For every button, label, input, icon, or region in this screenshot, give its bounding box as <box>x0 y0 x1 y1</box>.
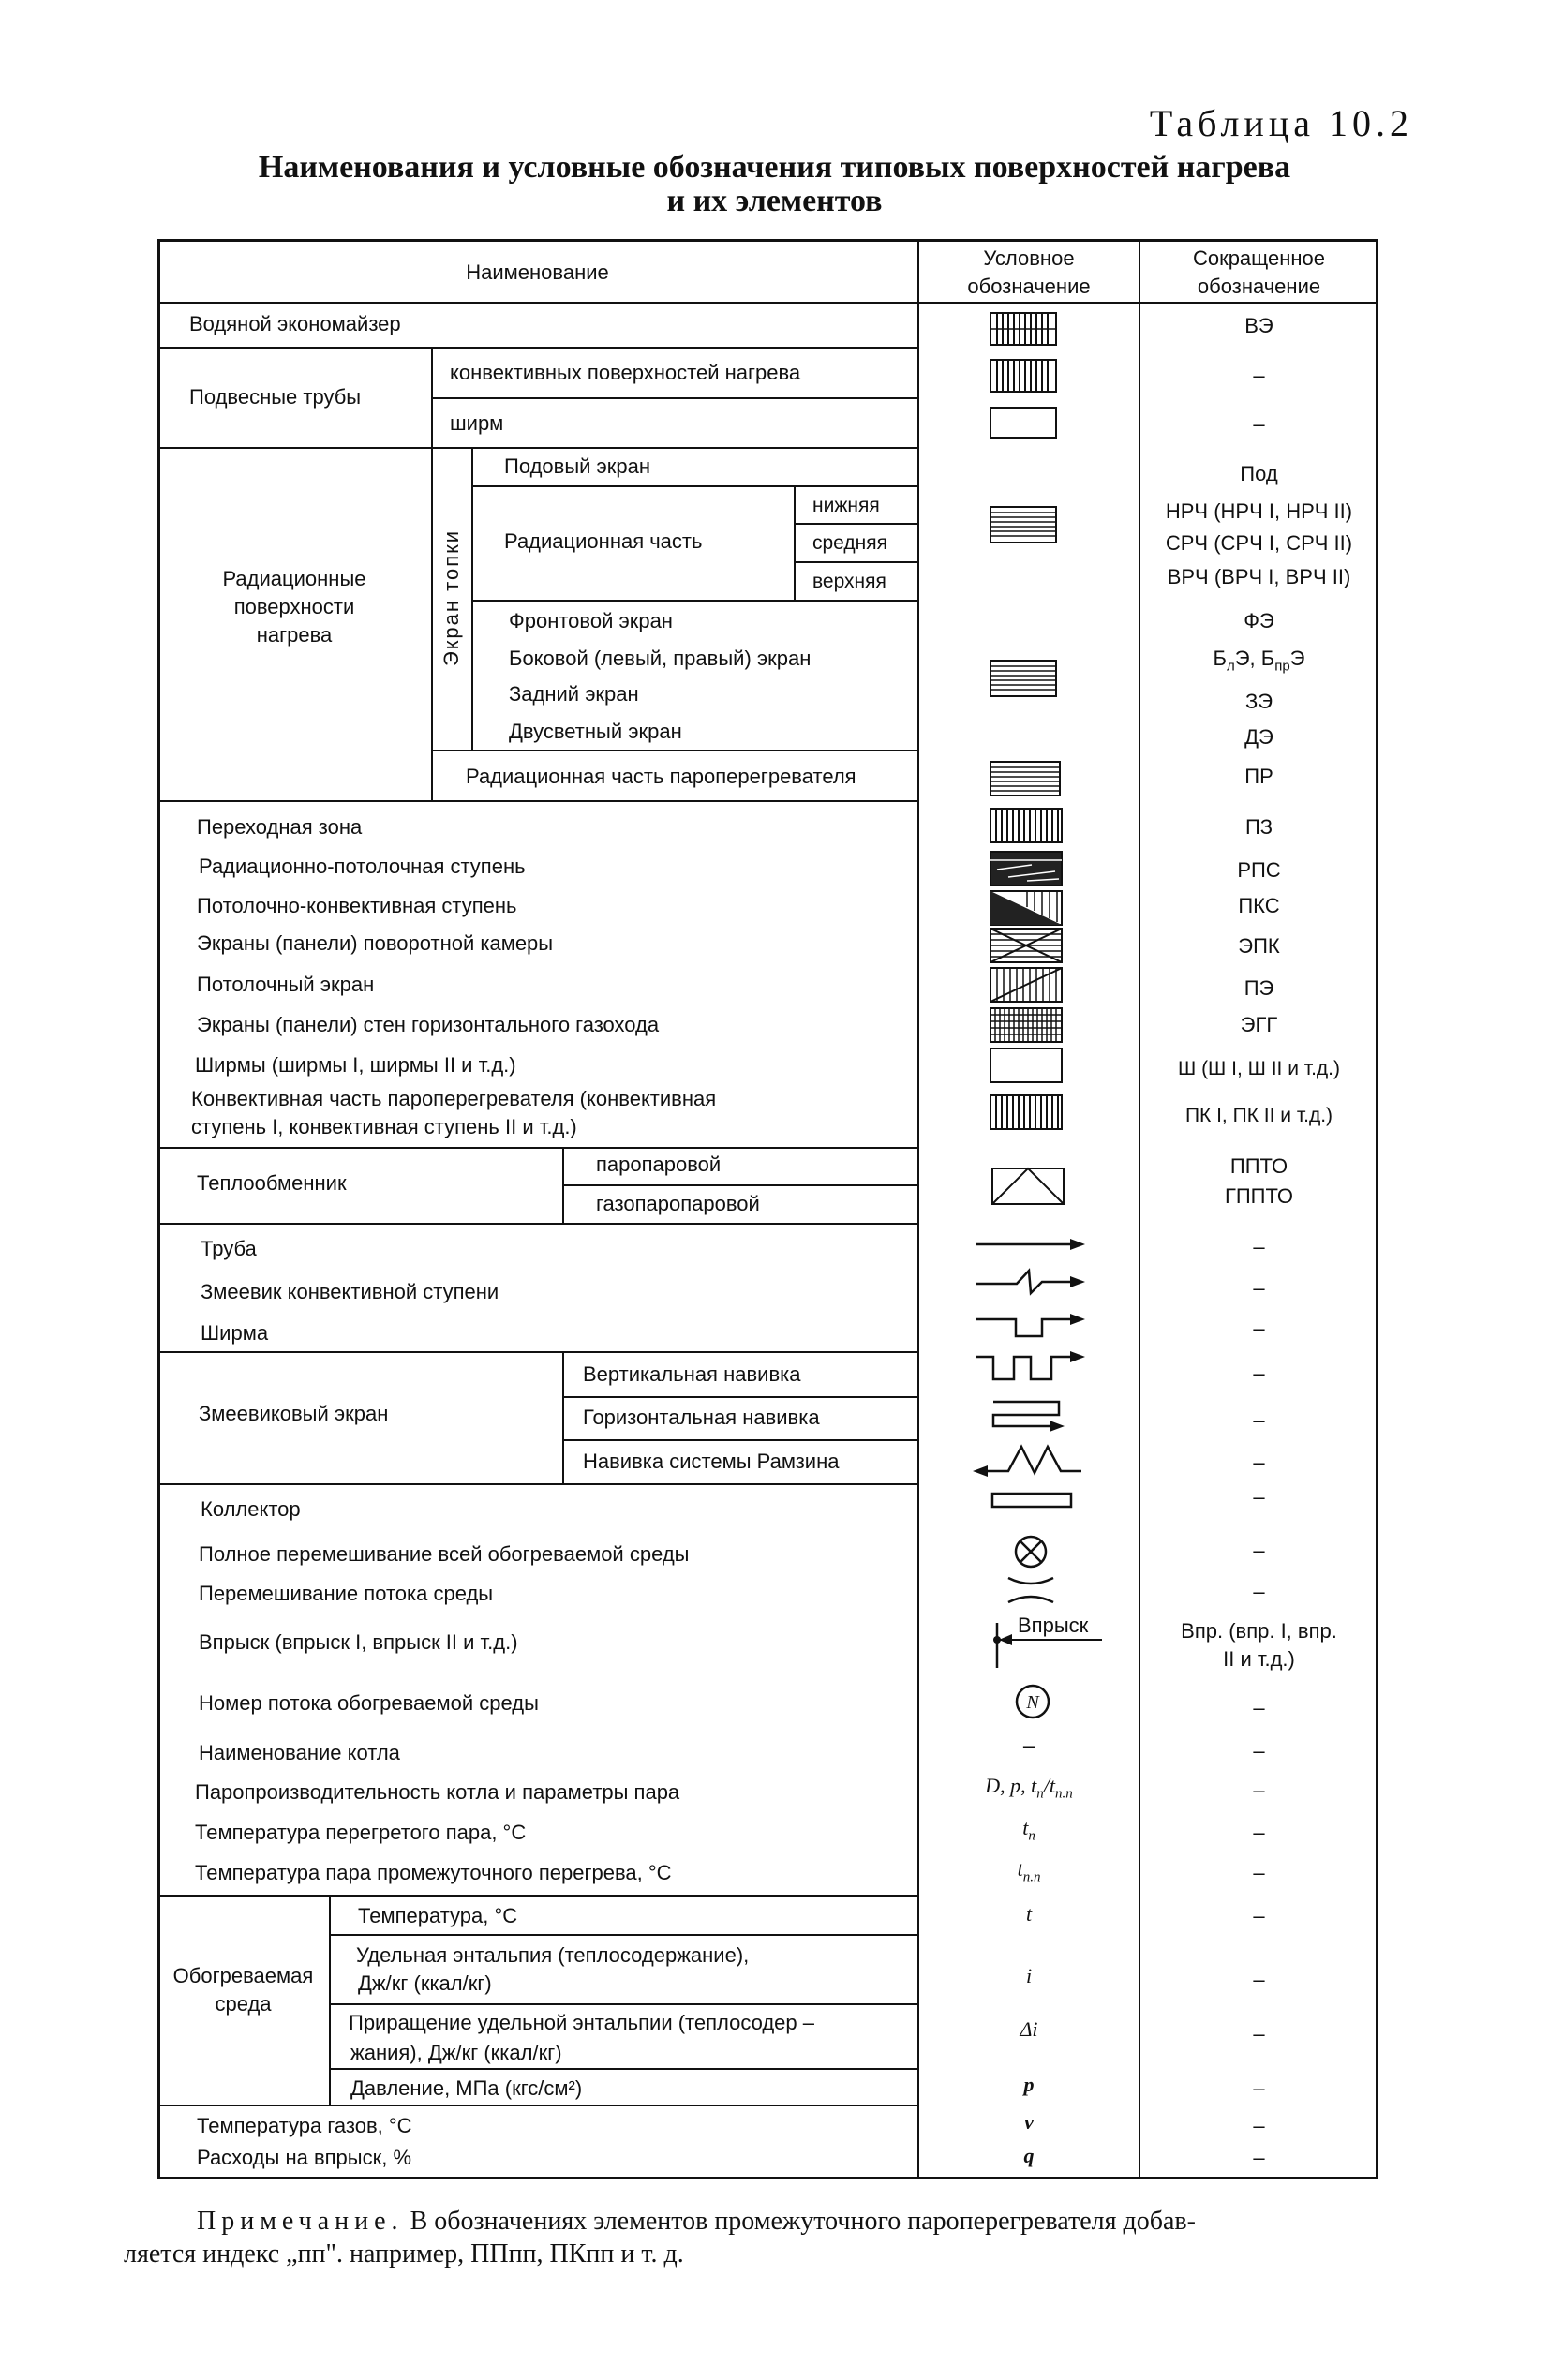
radiation-group-1: Радиационные <box>222 567 366 590</box>
side-screen: Боковой (левый, правый) экран <box>509 647 812 670</box>
medium-abbr: – <box>1253 1968 1265 1991</box>
pipe-abbr: – <box>1253 1276 1265 1300</box>
table-border-right <box>1376 239 1378 2179</box>
list3-name: Температура пара промежуточного перегрева, °С <box>195 1861 672 1884</box>
note-line2: ляется индекс „пп". например, ППпп, ПКпп и т. д. <box>124 2239 684 2268</box>
injection-symbol <box>984 1612 1106 1670</box>
convective-name-2: ступень I, конвективная ступень II и т.д.) <box>191 1115 577 1138</box>
double-screen-abbr: ДЭ <box>1244 725 1273 749</box>
medium-symbol: i <box>1025 1964 1033 1987</box>
col-header-abbr-1: Сокращенное <box>1192 246 1326 270</box>
radiation-group-2: поверхности <box>233 595 355 618</box>
ceiling-convective-stage-symbol <box>990 890 1063 926</box>
note-line1 <box>197 2207 1196 2237</box>
rad-middle-abbr: СРЧ (СРЧ I, СРЧ II) <box>1165 531 1353 555</box>
coil-screen-abbr3: – <box>1253 1450 1265 1474</box>
suspended-abbr2: – <box>1253 412 1265 436</box>
vertical-winding-symbol <box>975 1349 1087 1387</box>
rad-part: Радиационная часть <box>504 529 703 553</box>
heat-exchanger-abbr2: ГППТО <box>1224 1184 1294 1208</box>
injection-name: Впрыск (впрыск I, впрыск II и т.д.) <box>199 1630 518 1654</box>
medium-name: Температура, °С <box>358 1904 518 1927</box>
turn-chamber-screens-symbol <box>990 928 1063 963</box>
medium-abbr: – <box>1253 2022 1265 2045</box>
col-header-abbr-2: обозначение <box>1197 275 1321 298</box>
list2-abbr: – <box>1253 1539 1265 1562</box>
floor-screen-abbr: Под <box>1240 462 1278 485</box>
list3-abbr: – <box>1253 1821 1265 1844</box>
list3-symbol: D, p, $t_п/t_{п.п}$ <box>985 1774 1073 1802</box>
list2-name: Полное перемешивание всей обогреваемой среды <box>199 1542 690 1566</box>
injection-abbr-1: Впр. (впр. I, впр. <box>1181 1619 1337 1643</box>
horizontal-winding-symbol <box>984 1398 1078 1439</box>
list3-symbol: $t_{п.п}$ <box>1017 1857 1041 1885</box>
list1-name: Переходная зона <box>197 815 363 839</box>
list3-abbr: – <box>1253 1739 1265 1763</box>
list1-abbr: Ш (Ш I, Ш II и т.д.) <box>1177 1058 1340 1079</box>
superheater-rad-symbol <box>990 761 1061 796</box>
rad-upper-abbr: ВРЧ (ВРЧ I, ВРЧ II) <box>1167 565 1351 588</box>
side-screen-abbr: $Б_лЭ$, $Б_{пр}Э$ <box>1213 647 1305 675</box>
medium-name-2: жания), Дж/кг (ккал/кг) <box>350 2041 562 2064</box>
convective-part-symbol <box>990 1094 1063 1130</box>
list1-name: Ширмы (ширмы I, ширмы II и т.д.) <box>195 1053 516 1077</box>
medium-symbol: Δi <box>1020 2017 1038 2041</box>
floor-screen: Подовый экран <box>504 454 651 478</box>
suspended-screen-symbol <box>990 407 1057 439</box>
list1-name: Экраны (панели) стен горизонтального газохода <box>197 1013 660 1036</box>
header-bottom <box>157 302 1378 304</box>
coil-screen-sub3: Навивка системы Рамзина <box>583 1450 840 1473</box>
note-label: Примечание. <box>197 2207 404 2236</box>
list3-name: Температура перегретого пара, °С <box>195 1821 527 1844</box>
heat-exchanger-symbol <box>991 1168 1065 1205</box>
medium-group-1: Обогреваемая <box>172 1964 314 1987</box>
rad-ceiling-stage-symbol <box>990 851 1063 886</box>
list3-name: Паропроизводительность котла и параметры пара <box>195 1780 680 1804</box>
rear-screen-abbr: ЗЭ <box>1244 690 1273 713</box>
convective-abbr: ПК I, ПК II и т.д.) <box>1184 1105 1333 1126</box>
pipe-arrow-symbol <box>975 1235 1087 1254</box>
list1-abbr: РПС <box>1237 858 1281 882</box>
list3-name: Номер потока обогреваемой среды <box>199 1691 539 1715</box>
rad-upper: верхняя <box>812 571 886 592</box>
superheater-rad: Радиационная часть пароперегревателя <box>466 765 856 788</box>
flow-mixing-symbol <box>1006 1574 1055 1606</box>
coil-screen-sub2: Горизонтальная навивка <box>583 1406 820 1429</box>
list3-name: Наименование котла <box>199 1741 400 1764</box>
radiation-group-3: нагрева <box>256 623 333 647</box>
row-economizer-name: Водяной экономайзер <box>189 312 401 335</box>
list3-abbr: – <box>1253 1696 1265 1719</box>
rad-lower-abbr: НРЧ (НРЧ I, НРЧ II) <box>1165 499 1353 523</box>
list4-symbol: q <box>1023 2144 1035 2167</box>
col-sep-abbr <box>1139 239 1140 2179</box>
suspended-group: Подвесные трубы <box>189 385 362 409</box>
radiation-symbol <box>990 506 1057 543</box>
medium-name-2: Дж/кг (ккал/кг) <box>358 1971 492 1995</box>
flow-number-symbol <box>1014 1683 1051 1720</box>
economizer-symbol <box>990 312 1057 346</box>
list1-abbr: ПЭ <box>1244 976 1274 1000</box>
ramzin-winding-symbol <box>971 1443 1087 1480</box>
screens-symbol <box>990 1048 1063 1083</box>
double-screen: Двусветный экран <box>509 720 682 743</box>
table-number: Таблица 10.2 <box>1149 102 1413 144</box>
list1-name: Потолочно-конвективная ступень <box>197 894 517 917</box>
row-economizer-abbr: ВЭ <box>1244 314 1273 337</box>
medium-name: Приращение удельной энтальпии (теплосодер – <box>349 2011 814 2034</box>
furnace-screen-label: Экран топки <box>439 528 463 667</box>
col-sep-symbol <box>917 239 919 2179</box>
rad-middle: средняя <box>812 532 887 554</box>
table-title-line2: и их элементов <box>666 184 883 218</box>
collector-symbol <box>991 1492 1072 1509</box>
transition-zone-symbol <box>990 808 1063 843</box>
list3-abbr: – <box>1253 1861 1265 1884</box>
col-header-name: Наименование <box>466 260 609 284</box>
pipe-abbr: – <box>1253 1316 1265 1340</box>
list2-name: Коллектор <box>201 1497 301 1521</box>
list2-abbr: – <box>1253 1485 1265 1509</box>
list2-abbr: – <box>1253 1580 1265 1603</box>
medium-abbr: – <box>1253 2076 1265 2100</box>
list3-symbol: – <box>1022 1733 1035 1757</box>
coil-screen-abbr1: – <box>1253 1361 1265 1385</box>
list3-symbol: $t_п$ <box>1022 1816 1035 1844</box>
medium-group-2: среда <box>215 1992 272 2016</box>
medium-symbol: t <box>1025 1902 1033 1926</box>
coil-screen-sub1: Вертикальная навивка <box>583 1362 801 1386</box>
ceiling-screen-symbol <box>990 967 1063 1003</box>
heat-exchanger-group: Теплообменник <box>197 1171 347 1195</box>
full-mixing-symbol <box>1012 1533 1050 1570</box>
list4-abbr: – <box>1253 2114 1265 2137</box>
rear-screen: Задний экран <box>509 682 639 706</box>
heat-exchanger-sub2: газопаропаровой <box>596 1192 760 1215</box>
medium-name: Давление, МПа (кгс/см²) <box>350 2076 583 2100</box>
flow-number-letter: N <box>1026 1692 1039 1713</box>
heat-exchanger-sub1: паропаровой <box>596 1153 722 1176</box>
list2-name: Перемешивание потока среды <box>199 1582 494 1605</box>
rad-lower: нижняя <box>812 495 880 516</box>
suspended-sub2: ширм <box>450 411 504 435</box>
injection-abbr-2: II и т.д.) <box>1223 1647 1295 1671</box>
screen-pipe-symbol <box>975 1312 1087 1346</box>
suspended-sub1: конвективных поверхностей нагрева <box>450 361 801 384</box>
list1-abbr: ПЗ <box>1244 815 1273 839</box>
front-screen-abbr: ФЭ <box>1244 609 1274 632</box>
medium-symbol: p <box>1023 2073 1035 2096</box>
gas-duct-screens-symbol <box>990 1007 1063 1043</box>
list1-name: Потолочный экран <box>197 973 375 996</box>
col-header-symbol-1: Условное <box>983 246 1075 270</box>
heat-exchanger-abbr1: ППТО <box>1229 1154 1288 1178</box>
injection-symbol-text: Впрыск <box>1018 1614 1089 1637</box>
convective-name-1: Конвективная часть пароперегревателя (конвективная <box>191 1087 717 1110</box>
suspended-abbr1: – <box>1253 364 1265 387</box>
list4-name: Расходы на впрыск, % <box>197 2146 412 2169</box>
table-title-line1: Наименования и условные обозначения типовых поверхностей нагрева <box>258 150 1291 185</box>
suspended-convective-symbol <box>990 359 1057 393</box>
list4-symbol: ν <box>1024 2110 1034 2134</box>
list3-abbr: – <box>1253 1778 1265 1802</box>
note-text-1: В обозначениях элементов промежуточного пароперегревателя добав- <box>410 2207 1196 2236</box>
medium-abbr: – <box>1253 1904 1265 1927</box>
medium-name: Удельная энтальпия (теплосодержание), <box>356 1943 750 1967</box>
list4-name: Температура газов, °С <box>197 2114 412 2137</box>
table-border-left <box>157 239 160 2179</box>
screen-symbol <box>990 660 1057 697</box>
coil-screen-abbr2: – <box>1253 1408 1265 1432</box>
coil-symbol <box>975 1265 1087 1299</box>
pipe-name: Змеевик конвективной ступени <box>201 1280 499 1303</box>
coil-screen-group: Змеевиковый экран <box>199 1402 389 1425</box>
pipe-name: Труба <box>201 1237 257 1260</box>
pipe-abbr: – <box>1253 1235 1265 1258</box>
pipe-name: Ширма <box>201 1321 269 1345</box>
superheater-rad-abbr: ПР <box>1244 765 1273 788</box>
list4-abbr: – <box>1253 2146 1265 2169</box>
table-border-bottom <box>157 2177 1378 2179</box>
front-screen: Фронтовой экран <box>509 609 673 632</box>
list1-name: Радиационно-потолочная ступень <box>199 855 526 878</box>
list1-abbr: ЭПК <box>1238 934 1280 958</box>
list1-abbr: ЭГГ <box>1240 1013 1278 1036</box>
list1-abbr: ПКС <box>1238 894 1280 917</box>
table-border-top <box>157 239 1378 242</box>
col-header-symbol-2: обозначение <box>967 275 1091 298</box>
list1-name: Экраны (панели) поворотной камеры <box>197 931 554 955</box>
